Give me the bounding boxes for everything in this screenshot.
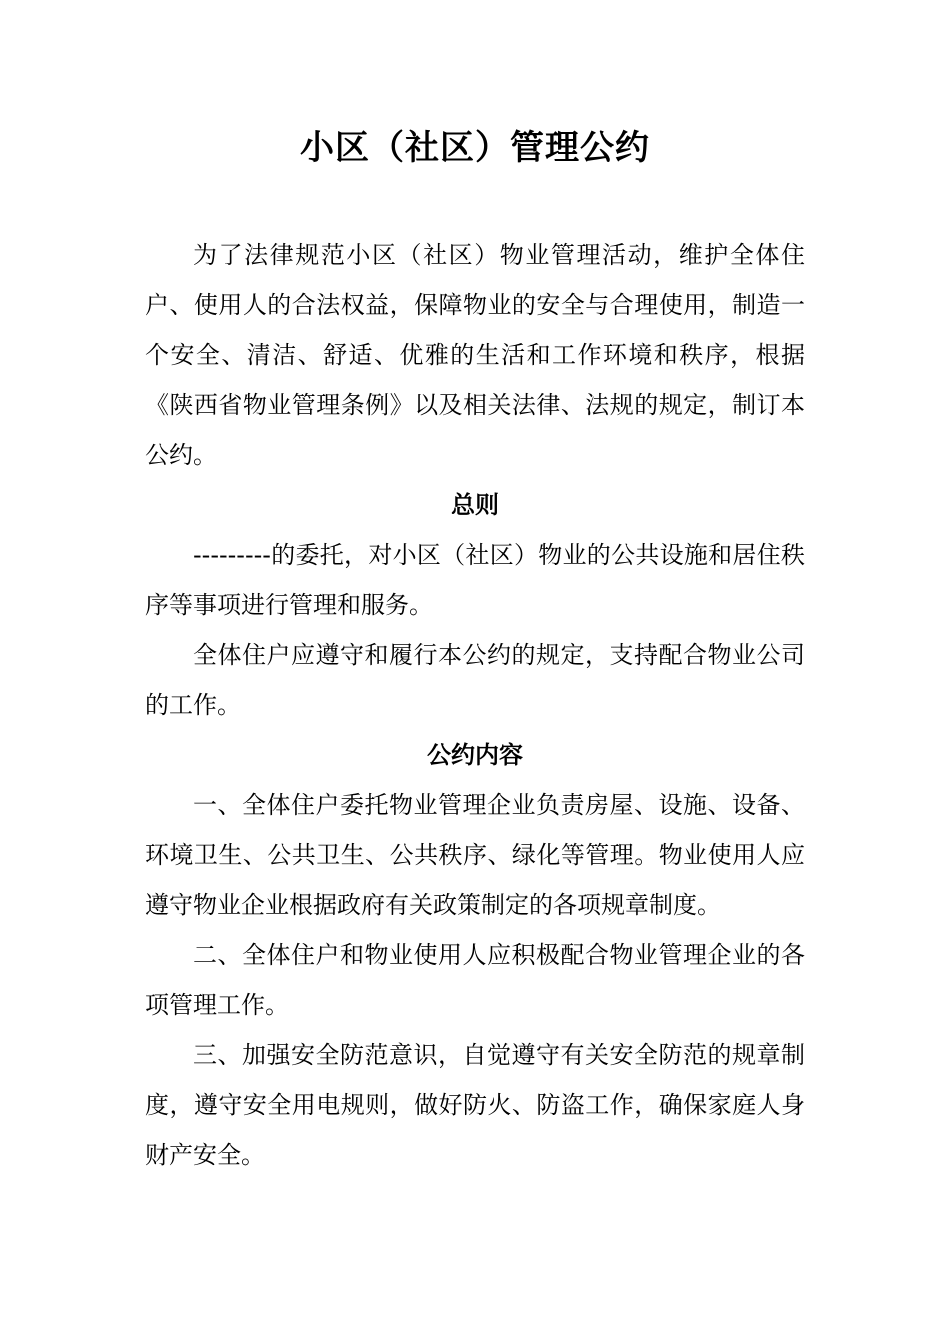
title-spacer bbox=[145, 178, 805, 230]
content-item-2: 二、全体住户和物业使用人应积极配合物业管理企业的各项管理工作。 bbox=[145, 941, 805, 1019]
content-item-3: 三、加强安全防范意识，自觉遵守有关安全防范的规章制度，遵守安全用电规则，做好防火、防盗工作，确保家庭人身财产安全。 bbox=[145, 1041, 805, 1169]
general-paragraph-2: 全体住户应遵守和履行本公约的规定，支持配合物业公司的工作。 bbox=[145, 641, 805, 719]
content-heading: 公约内容 bbox=[427, 741, 523, 769]
intro-paragraph: 为了法律规范小区（社区）物业管理活动，维护全体住户、使用人的合法权益，保障物业的安全与合理使用，制造一个安全、清洁、舒适、优雅的生活和工作环境和秩序，根据《陕西省物业管理条例》以及相关法律、法规的规定，制订本公约。 bbox=[145, 241, 805, 469]
content-item-1: 一、全体住户委托物业管理企业负责房屋、设施、设备、环境卫生、公共卫生、公共秩序、绿化等管理。物业使用人应遵守物业企业根据政府有关政策制定的各项规章制度。 bbox=[145, 791, 805, 919]
general-paragraph-1: ---------的委托，对小区（社区）物业的公共设施和居住秩序等事项进行管理和服务。 bbox=[145, 541, 805, 619]
document-page bbox=[145, 118, 805, 1180]
general-heading: 总则 bbox=[451, 491, 499, 519]
document-title: 小区（社区）管理公约 bbox=[300, 128, 650, 168]
